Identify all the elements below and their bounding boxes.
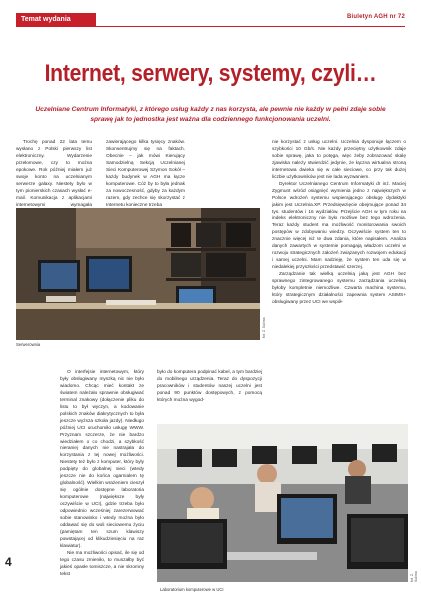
- paragraph: było do komputera podpinać kabel, a tym bardziej do mobilnego urządzenia. Teraz do dyspozycji pracowników i studentów naszej uczelni jest ponad 90 punktów dostępowych, z pomocą których można wygod-: [157, 370, 262, 403]
- section-label: Temat wydania: [16, 13, 96, 26]
- photo-caption: Serwerownia: [16, 342, 41, 347]
- paragraph: O interfejsie internetowym, który były obsługiwany myszką nic nie było wiadomo. Chcąc mieć kontakt ze światem należało sprawnie obsługiwać terminal znakowy (dołączenie pliku do listu to był wyczyn, a kodowanie polskich znaków diakrytycznych to była jeszcze wyższa szkoła jazdy). Niedługo później UCI uruchomiło usługę WWW. Przyznam szczerze, że nie bardzo wiedziałem o co chodzi, a szybkość nieraniej danych nie nastrajała do korzystania z tej nowej możliwości. Niestety też było z komputer, który były podpięty do globalnej sieci (wtedy jeszcze nie do końca ogarnialem tę globalność). Wielkim wrażeniem cieszył się ogólnie dostępne laboratoria komputerowe (największe były oczywiście w UCI), gdzie trzeba było odpowiednio wcześniej zarezerwować sobie stanowisko i wtedy można było oddawać się do woli sieciowemu życiu (pamiętam ten szum klawiszy powstającej od klikudziesięciu na raz klawiatur).: [60, 370, 144, 549]
- paragraph: Trochę ponad 22 lata temu wysłano z Polski pierwszy list elektroniczny. Wydarzenie przełomowe, czy to można epokowe. Rok później miałem już swoje konto na uczelnianym serwerze galaxy. Niestety było w tym pionierskich czasach wysłać e-mail. Komunikacja z aplikacjami internetowymi wymagała: [16, 140, 92, 208]
- text-column-5: [157, 370, 262, 405]
- text-column-1: [16, 140, 92, 216]
- issue-label: Biuletyn AGH nr 72: [346, 14, 405, 20]
- paragraph: Dyrektor Uczelnianego Centrum Informatyki dr inż. Maciej Zygmunt wśród osiągnięć wymienia jedno z największych w Polsce wdrożeń systemu wspierającego obsługę dydaktyki jakim jest Uczelnia.XP. Przedsięwzięcie obejmujące ponad 34 tys. studentów i 16 wydziałów. Przejście AGH w tym roku na indeks elektroniczny nie było możliwe bez tego wdrożenia. Teraz każdy student ma możliwość monitorowania swoich postępów w zdobywaniu wiedzy. Oczywiście system ten to znacznie więcej niż te dwa zdania, które napisałem. Analiza danych zawartych w systemie pomagają władzom uczelni w rozwoju strategicznych założeń związanych rozwojem edukacji i samej uczelni. Mam nadzieję, że system ten uda się w niedalekiej przyszłości przedstawić szerzej.: [272, 181, 406, 271]
- page-number: 4: [5, 555, 12, 569]
- paragraph: Zarządzanie tak wielką uczelnią jaką jest AGH bez sprawnego zintegrowanego systemu zarządzania uczelnią byłoby kompletnie niemożliwe. Czwarta machina systemu, który strategicznym działalności zapewnia system ASIMS+ obsługiwany przez UCI we współ-: [272, 272, 406, 305]
- photo-credit: fot. Z. Sulima: [410, 571, 418, 582]
- photo-caption: Laboratorium komputerowe w UCI: [160, 587, 224, 592]
- page-header: [0, 0, 421, 24]
- paragraph: nie korzystać z usług uczelni. Uczelnia dysponuje łączem o szybkości 10 Gb/s. Nie każdy przeciętny użytkownik zdaje sobie sprawę, jaka to potęga, więc żeby zobrazować skalę zjawiska należy stwierdzić jedynie, że łączna wirtualna stroną internetowa dwieka się w całe sieciowe, co przy tak dużej liczbie użytkowników jest nie lada wyzwaniem.: [272, 140, 406, 180]
- article-lead: Uczelniane Centrum Informatyki, z którego usług każdy z nas korzysta, ale pewnie nie każdy w pełni zdaje sobie sprawę jak to jednostka jest ważna dla codziennego funkcjonowania uczelni.: [35, 106, 386, 123]
- article-title: Internet, serwery, systemy, czyli…: [44, 60, 377, 87]
- photo-credit: fot. Z. Sulima: [262, 317, 266, 338]
- paragraph: zawierającego kilka tysięcy znaków. Skonsentrujmy się na faktach. Obecnie – jak mówi Kierujący Samodzielną Sekcją Uczelnianej Sieci Komputerowej Szymon Sokół – każdy budynek w AGH ma łącze komputerowe. Cóż by to była jednak za nowoczesność, gdyby za każdym razem, gdy zechce się skorzystać z Internetu konieczne trzeba: [106, 140, 185, 208]
- header-rule: [16, 26, 405, 27]
- text-column-3: [272, 140, 406, 307]
- text-column-2: [106, 140, 185, 210]
- paragraph: Nie ma możliwości opisać, ile się od tego czasu zmieniło, to muszałby być jakieś opasłe tomiszcze, a nie skromny tekst: [60, 550, 144, 577]
- computer-lab-photo: [157, 424, 408, 582]
- text-column-4: [60, 370, 144, 579]
- server-room-photo: [16, 208, 260, 340]
